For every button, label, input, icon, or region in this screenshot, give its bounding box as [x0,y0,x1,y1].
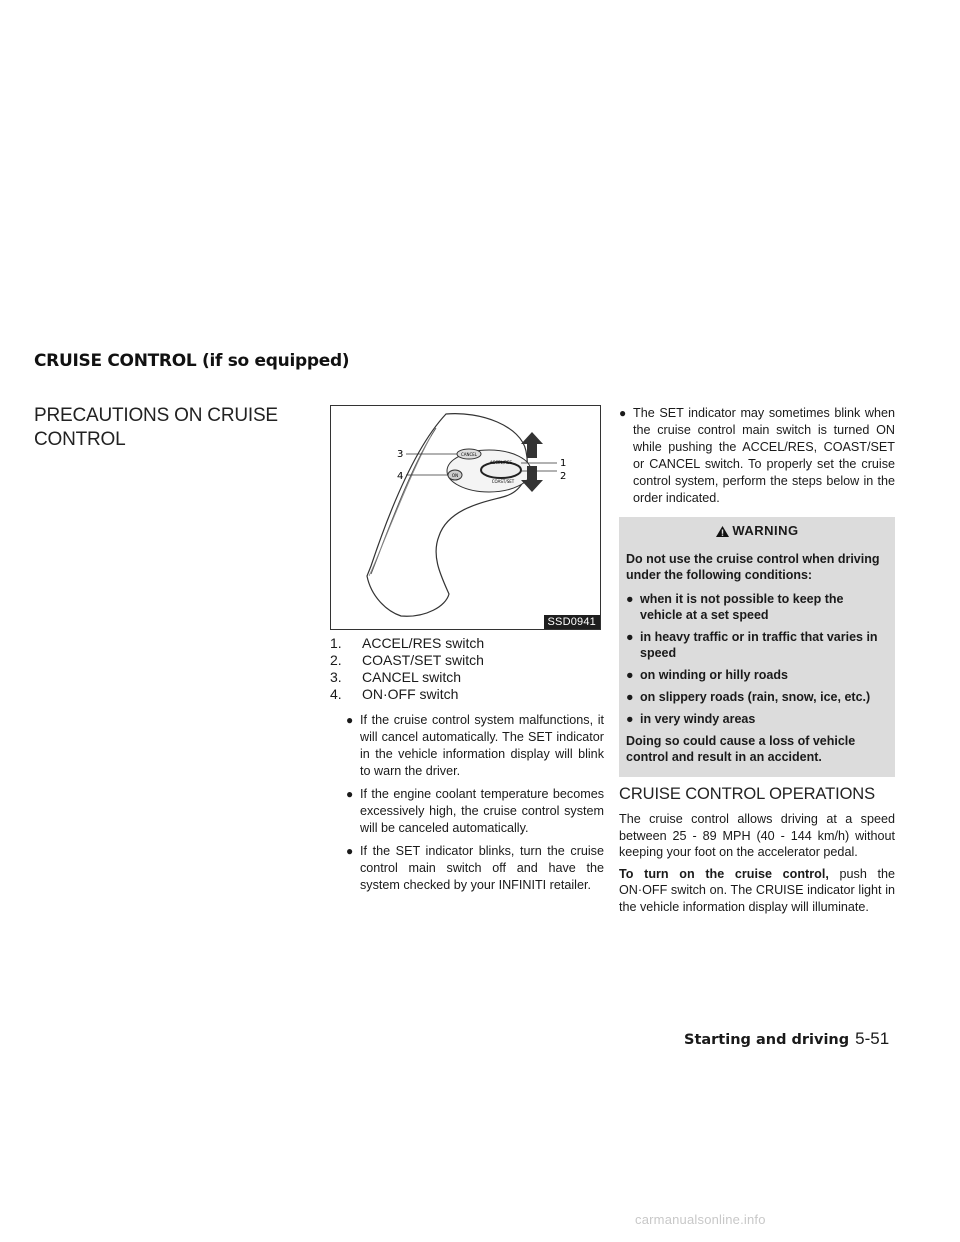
legend-item: 4. ON·OFF switch [330,686,459,702]
operations-heading: CRUISE CONTROL OPERATIONS [619,785,876,803]
figure-code: SSD0941 [544,615,601,629]
turn-on-paragraph: To turn on the cruise control, push the ON·OFF switch on. The CRUISE indicator light in the vehicle information display will illuminate. [619,866,895,914]
warning-item: ● when it is not possible to keep the vehicle at a set speed [626,592,844,622]
bullet-item: ● If the SET indicator blinks, turn the cruise control main switch off and have the system checked by your INFINITI retailer. [346,844,604,892]
callout-2: 2 [560,471,567,482]
legend-item: 2. COAST/SET switch [330,652,484,668]
bullet-item: ● If the engine coolant temperature becomes excessively high, the cruise control system will be canceled automatically. [346,787,604,835]
warning-item: ● on winding or hilly roads [626,668,788,682]
cancel-switch-label: CANCEL [460,452,478,457]
callout-3: 3 [397,449,404,460]
page-footer [684,1029,889,1049]
accel-res-label: ACCEL/RES [489,460,513,465]
warning-title: WARNING [626,523,888,539]
operations-paragraph: The cruise control allows driving at a speed between 25 - 89 MPH (40 - 144 km/h) without keeping your foot on the accelerator pedal. [619,812,895,859]
bullet-item: ● If the cruise control system malfunctions, it will cancel automatically. The SET indicator in the vehicle information display will blink to warn the driver. [346,713,604,778]
bullet-item: ● The SET indicator may sometimes blink when the cruise control main switch is turned ON while pushing the ACCEL/RES, COAST/SET or CANCEL switch. To properly set the cruise control system, perform the steps below in the order indicated. [619,406,895,505]
warning-item: ● in very windy areas [626,712,756,726]
coast-set-label: COAST/SET [491,479,515,484]
cruise-control-figure [330,405,601,630]
on-switch-label: ON [451,473,459,478]
precautions-heading: PRECAUTIONS ON CRUISE CONTROL [34,405,278,450]
callout-1: 1 [560,458,567,469]
right-column [619,405,895,920]
steering-switch-illustration [331,406,600,629]
warning-box [619,517,895,777]
figure-legend [330,635,600,703]
footer-section: Starting and driving [684,1032,850,1048]
warning-item: ● in heavy traffic or in traffic that varies in speed [626,630,878,660]
legend-item: 1. ACCEL/RES switch [330,635,485,651]
warning-intro: Do not use the cruise control when driving under the following conditions: [626,552,880,582]
legend-item: 3. CANCEL switch [330,669,462,685]
warning-outro: Doing so could cause a loss of vehicle control and result in an accident. [626,734,856,764]
watermark: carmanualsonline.info [635,1212,766,1227]
page-number: 5-51 [855,1029,890,1048]
precaution-bullets [346,712,604,900]
warning-triangle-icon [715,525,730,538]
warning-item: ● on slippery roads (rain, snow, ice, etc.) [626,690,871,704]
section-header: CRUISE CONTROL (if so equipped) [34,351,350,371]
callout-4: 4 [397,471,404,482]
